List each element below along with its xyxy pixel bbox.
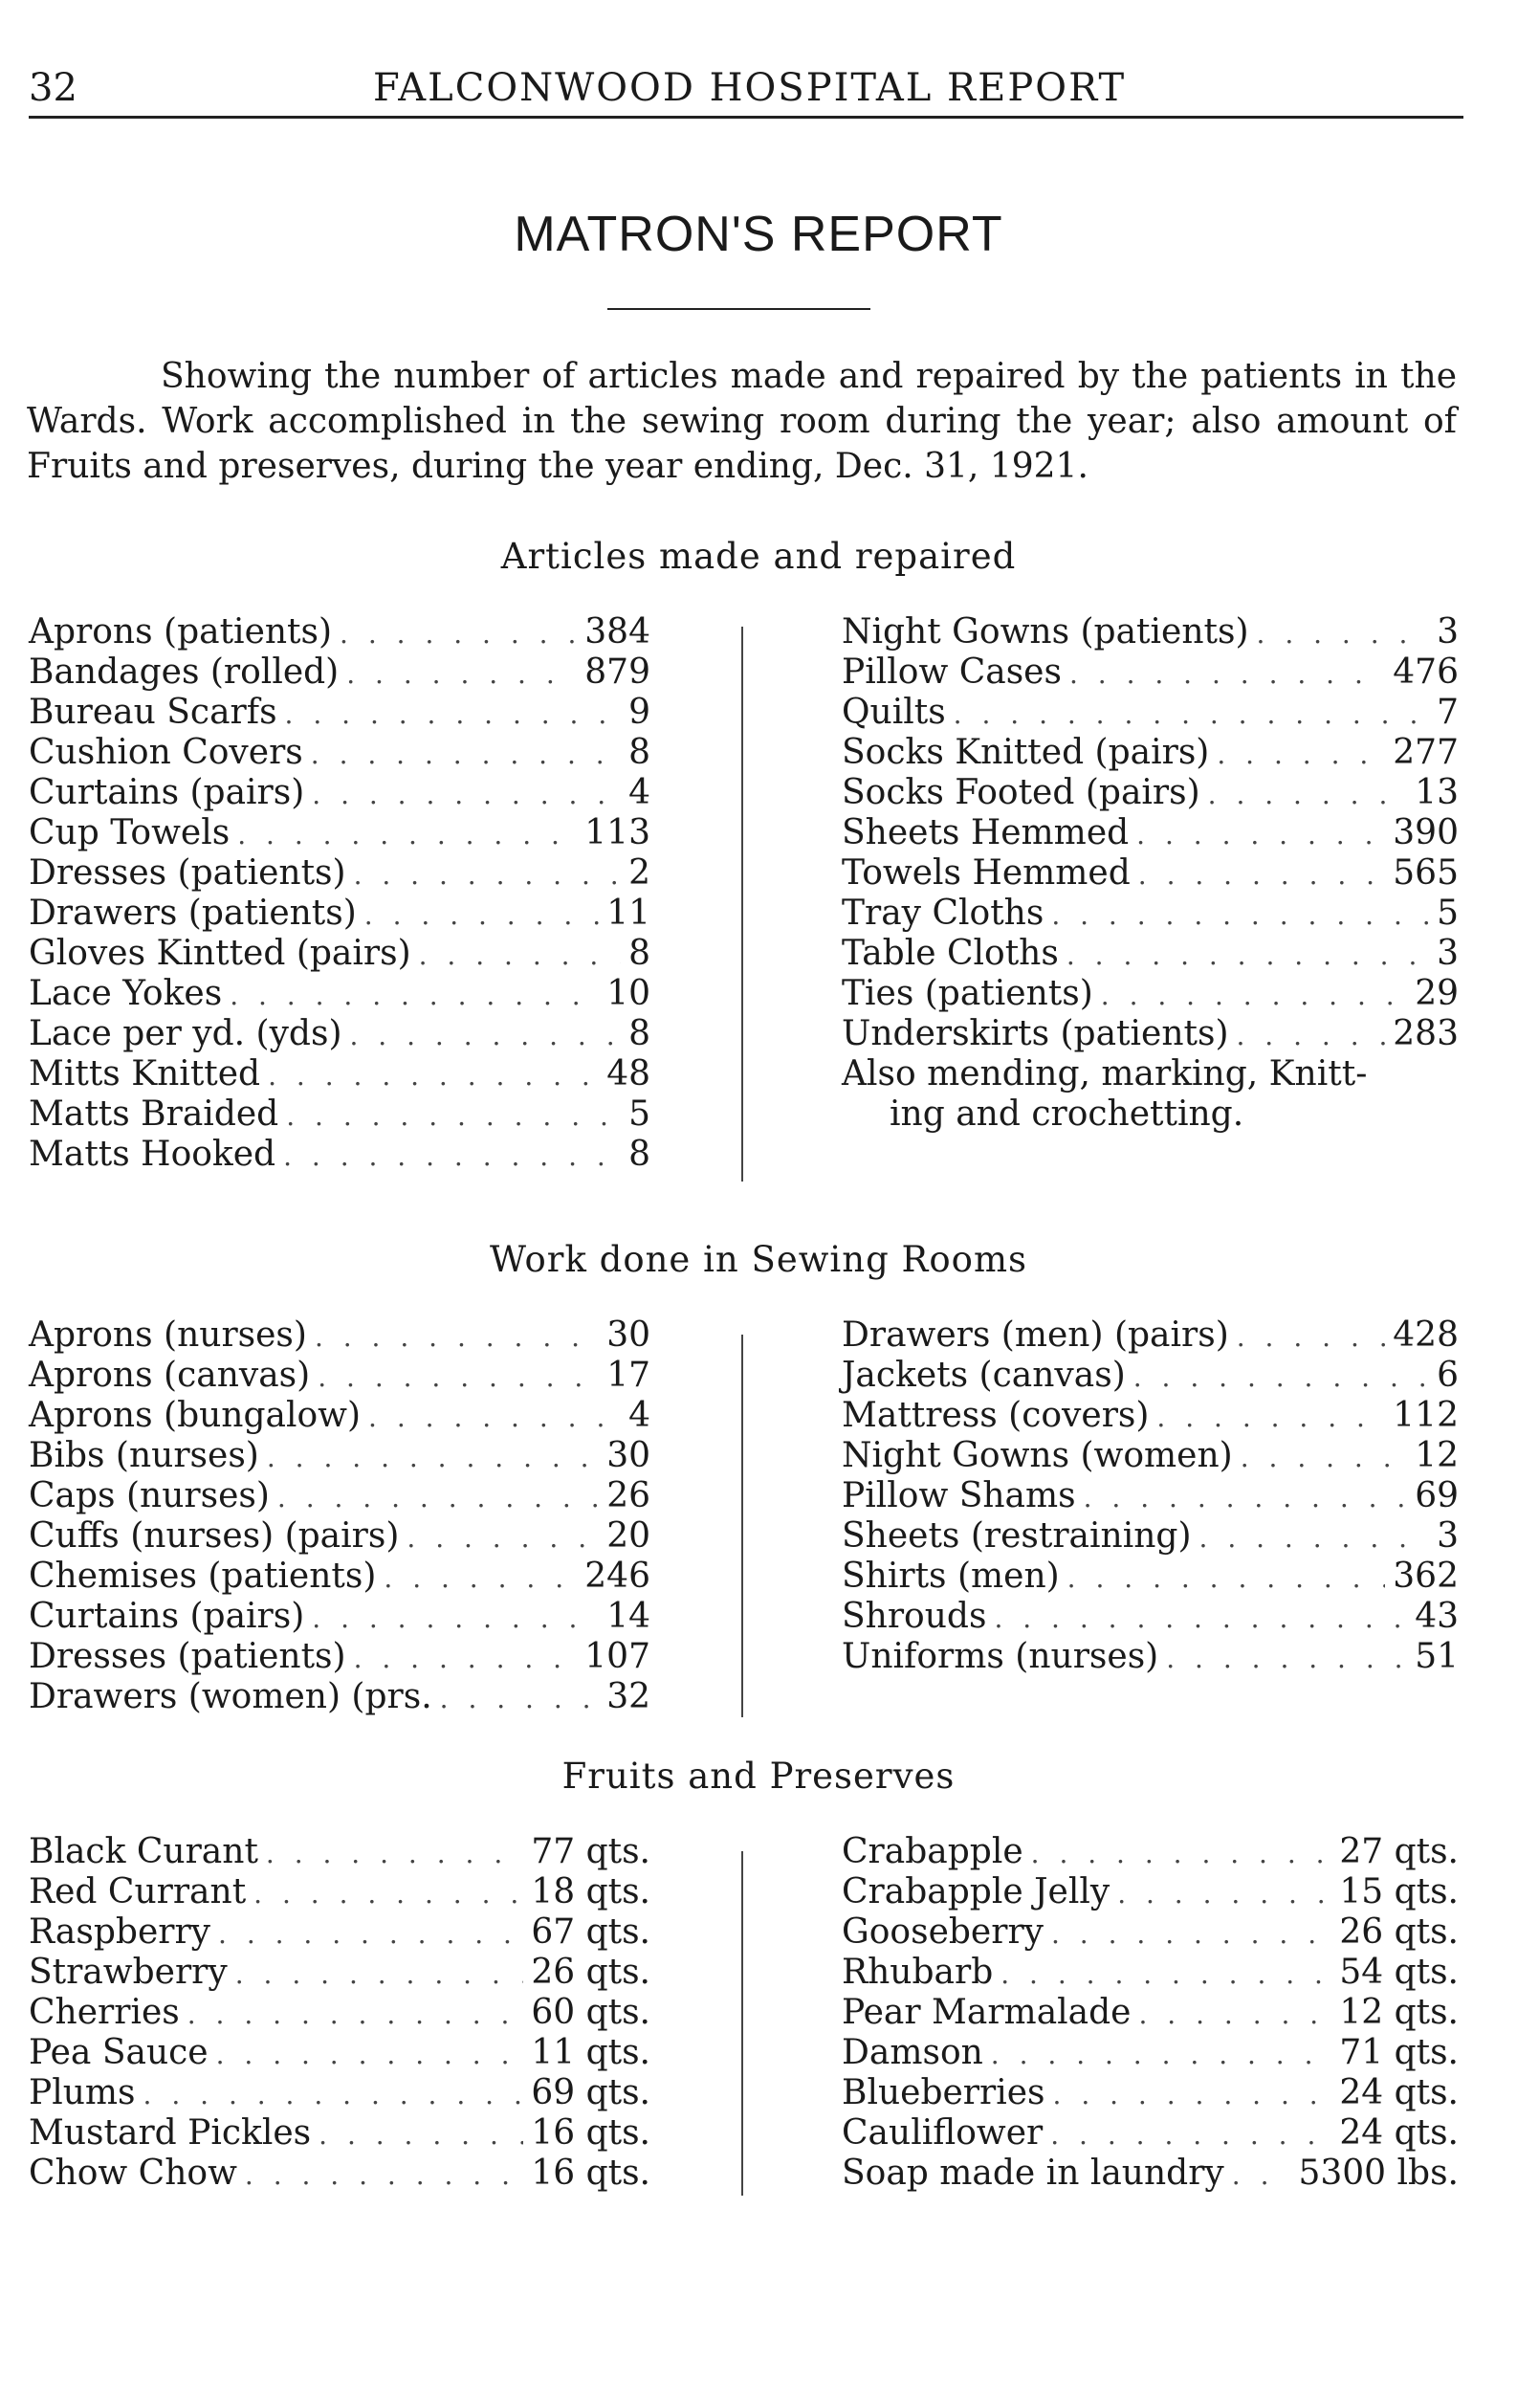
column-divider: [741, 1851, 743, 2196]
list-item: Crabapple Jelly . . . 15 qts.: [842, 1872, 1459, 1912]
list-item: Caps (nurses) . . . 26: [29, 1476, 650, 1516]
fruits-left-list: [29, 1832, 650, 2194]
list-item: Bureau Scarfs . . . 9: [29, 693, 650, 733]
articles-left-list: [29, 612, 650, 1175]
sewing-right-list: [842, 1315, 1459, 1677]
list-item: Aprons (nurses) . . . 30: [29, 1315, 650, 1356]
list-item: Plums . . . 69 qts.: [29, 2073, 650, 2113]
list-item: Crabapple . . . 27 qts.: [842, 1832, 1459, 1872]
intro-paragraph: Showing the number of articles made and repaired by the patients in the Wards. Work accomplished in the sewing room during the year; also amount of Fruits and preserves, during the year ending, Dec. 31, 1921.: [27, 357, 1457, 486]
list-item: Matts Braided . . . 5: [29, 1094, 650, 1135]
list-item: Jackets (canvas) . . . 6: [842, 1356, 1459, 1396]
list-item: Pillow Cases . . . 476: [842, 652, 1459, 693]
list-item: Curtains (pairs) . . . 4: [29, 773, 650, 813]
list-item: Quilts . . . 7: [842, 693, 1459, 733]
list-item: Pea Sauce . . . 11 qts.: [29, 2033, 650, 2073]
list-item: Pear Marmalade . . . 12 qts.: [842, 1993, 1459, 2033]
list-item: Bibs (nurses) . . . 30: [29, 1436, 650, 1476]
list-item: Cauliflower . . . 24 qts.: [842, 2113, 1459, 2154]
list-item: Drawers (men) (pairs) . . . 428: [842, 1315, 1459, 1356]
list-item: Cuffs (nurses) (pairs) . . . 20: [29, 1516, 650, 1557]
mending-note: [842, 1054, 1459, 1135]
list-item: Gooseberry . . . 26 qts.: [842, 1912, 1459, 1953]
list-item: Night Gowns (women) . . . 12: [842, 1436, 1459, 1476]
section-heading-sewing: Work done in Sewing Rooms: [489, 1239, 1028, 1280]
list-item: Cherries . . . 60 qts.: [29, 1993, 650, 2033]
list-item: Strawberry . . . 26 qts.: [29, 1953, 650, 1993]
list-item: Dresses (patients) . . . 107: [29, 1637, 650, 1677]
list-item: Cup Towels . . . 113: [29, 813, 650, 853]
list-item: Bandages (rolled) . . . 879: [29, 652, 650, 693]
list-item: Drawers (patients) . . . 11: [29, 894, 650, 934]
column-divider: [741, 1335, 743, 1717]
list-item: Underskirts (patients) . . . 283: [842, 1014, 1459, 1054]
list-item: Dresses (patients) . . . 2: [29, 853, 650, 894]
column-divider: [741, 627, 743, 1182]
list-item: Mustard Pickles . . . 16 qts.: [29, 2113, 650, 2154]
list-item: Ties (patients) . . . 29: [842, 974, 1459, 1014]
list-item: Chemises (patients) . . . 246: [29, 1557, 650, 1597]
list-item: Drawers (women) (prs. . . . 32: [29, 1677, 650, 1717]
list-item: Gloves Kintted (pairs) . . . 8: [29, 934, 650, 974]
running-header: [29, 53, 1463, 119]
list-item: Uniforms (nurses) . . . 51: [842, 1637, 1459, 1677]
section-heading-articles: Articles made and repaired: [500, 536, 1017, 577]
list-item: Socks Footed (pairs) . . . 13: [842, 773, 1459, 813]
running-title: FALCONWOOD HOSPITAL REPORT: [373, 66, 1127, 110]
list-item: Rhubarb . . . 54 qts.: [842, 1953, 1459, 1993]
list-item: Mattress (covers) . . . 112: [842, 1396, 1459, 1436]
list-item: Curtains (pairs) . . . 14: [29, 1597, 650, 1637]
list-item: Soap made in laundry . . . 5300 lbs.: [842, 2154, 1459, 2194]
list-item: Chow Chow . . . 16 qts.: [29, 2154, 650, 2194]
list-item: Aprons (canvas) . . . 17: [29, 1356, 650, 1396]
sewing-left-list: [29, 1315, 650, 1717]
list-item: Pillow Shams . . . 69: [842, 1476, 1459, 1516]
list-item: Lace Yokes . . . 10: [29, 974, 650, 1014]
list-item: Cushion Covers . . . 8: [29, 733, 650, 773]
report-title: MATRON'S REPORT: [514, 207, 1003, 262]
fruits-right-list: [842, 1832, 1459, 2194]
list-item: Shrouds . . . 43: [842, 1597, 1459, 1637]
list-item: Lace per yd. (yds) . . . 8: [29, 1014, 650, 1054]
list-item: Sheets Hemmed . . . 390: [842, 813, 1459, 853]
list-item: Aprons (patients) . . . 384: [29, 612, 650, 652]
list-item: Socks Knitted (pairs) . . . 277: [842, 733, 1459, 773]
list-item: Night Gowns (patients) . . . 3: [842, 612, 1459, 652]
list-item: Table Cloths . . . 3: [842, 934, 1459, 974]
title-rule: [607, 308, 870, 310]
list-item: Black Curant . . . 77 qts.: [29, 1832, 650, 1872]
list-item: Towels Hemmed . . . 565: [842, 853, 1459, 894]
list-item: Raspberry . . . 67 qts.: [29, 1912, 650, 1953]
section-heading-fruits: Fruits and Preserves: [561, 1756, 956, 1797]
list-item: Blueberries . . . 24 qts.: [842, 2073, 1459, 2113]
list-item: Aprons (bungalow) . . . 4: [29, 1396, 650, 1436]
list-item: Sheets (restraining) . . . 3: [842, 1516, 1459, 1557]
note-line: ing and crochetting.: [890, 1094, 1244, 1134]
note-line: Also mending, marking, Knitt-: [842, 1054, 1368, 1094]
list-item: Mitts Knitted . . . 48: [29, 1054, 650, 1094]
list-item: Matts Hooked . . . 8: [29, 1135, 650, 1175]
list-item: Damson . . . 71 qts.: [842, 2033, 1459, 2073]
list-item: Tray Cloths . . . 5: [842, 894, 1459, 934]
page-number: 32: [29, 66, 77, 110]
list-item: Red Currant . . . 18 qts.: [29, 1872, 650, 1912]
articles-right-list: [842, 612, 1459, 1135]
list-item: Shirts (men) . . . 362: [842, 1557, 1459, 1597]
